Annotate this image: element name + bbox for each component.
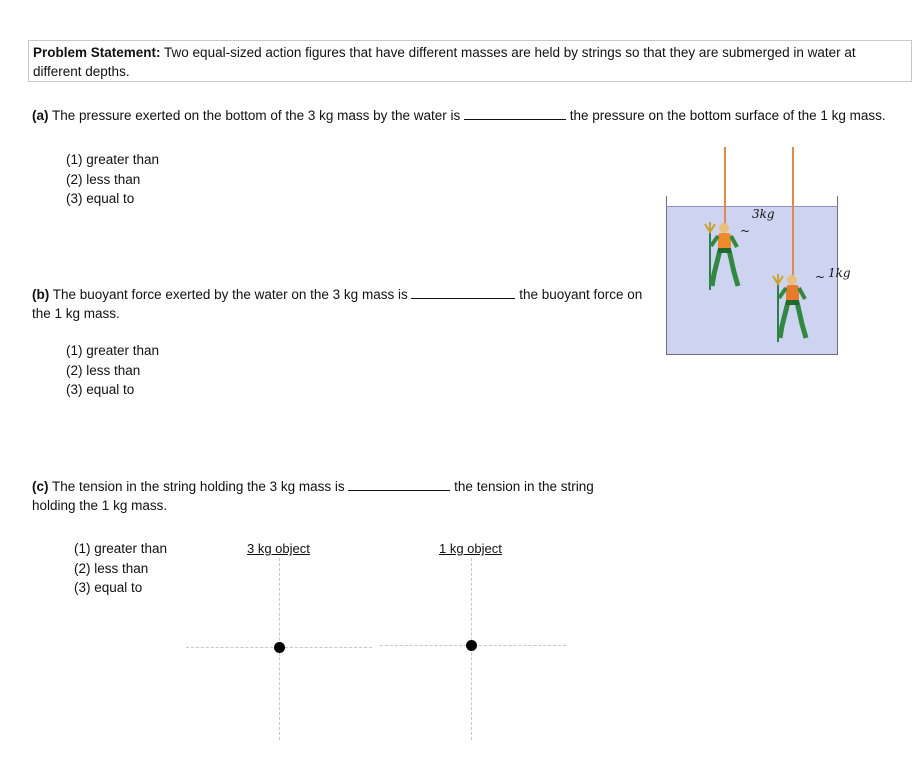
question-c — [32, 477, 632, 515]
question-a-label: (a) — [32, 108, 49, 123]
question-b — [32, 285, 662, 323]
fbd-3kg-label: 3 kg object — [247, 541, 310, 556]
question-a-blank — [464, 106, 566, 120]
problem-statement — [28, 40, 912, 82]
question-b-text-before: The buoyant force exerted by the water on the 3 kg mass is — [49, 287, 412, 302]
option-c-2: (2) less than — [74, 560, 149, 576]
problem-text: Two equal-sized action figures that have different masses are held by strings so that they are submerged in water at different depths. — [33, 45, 856, 79]
option-b-3: (3) equal to — [66, 382, 135, 397]
question-c-options — [74, 539, 167, 598]
option-c-3: (3) equal to — [74, 580, 143, 595]
tilde-3kg: ~ — [740, 224, 751, 238]
problem-label: Problem Statement: — [33, 45, 161, 60]
action-figure-1kg — [768, 272, 814, 344]
option-a-2: (2) less than — [66, 171, 141, 187]
tilde-1kg: ~ — [815, 270, 826, 284]
fbd-1kg-label: 1 kg object — [439, 541, 502, 556]
option-a-1: (1) greater than — [66, 152, 160, 167]
label-3kg: 3kg — [752, 207, 775, 221]
question-c-text-before: The tension in the string holding the 3 kg mass is — [48, 479, 349, 494]
option-a-3: (3) equal to — [66, 191, 135, 206]
label-1kg: 1kg — [828, 266, 851, 280]
option-b-2: (2) less than — [66, 362, 141, 378]
question-a-text-before: The pressure exerted on the bottom of the 3 kg mass by the water is — [48, 108, 464, 123]
question-b-blank — [411, 285, 515, 299]
question-c-label: (c) — [32, 479, 49, 494]
fbd-3kg-dot — [274, 642, 285, 653]
question-a-text-after: the pressure on the bottom surface of the 1 kg mass. — [565, 108, 886, 123]
fbd-1kg-dot — [466, 640, 477, 651]
option-c-1: (1) greater than — [74, 541, 168, 556]
question-b-label: (b) — [32, 287, 50, 302]
string-1kg — [792, 147, 794, 277]
question-b-options — [66, 341, 159, 400]
question-c-blank — [348, 477, 450, 491]
question-a — [32, 106, 908, 125]
question-a-options — [66, 150, 159, 209]
question-b-text-after: the buoyant force on the 1 kg mass. — [32, 287, 643, 321]
option-b-1: (1) greater than — [66, 343, 160, 358]
string-3kg — [724, 147, 726, 225]
question-c-text-after: the tension in the string holding the 1 kg mass. — [32, 479, 594, 513]
